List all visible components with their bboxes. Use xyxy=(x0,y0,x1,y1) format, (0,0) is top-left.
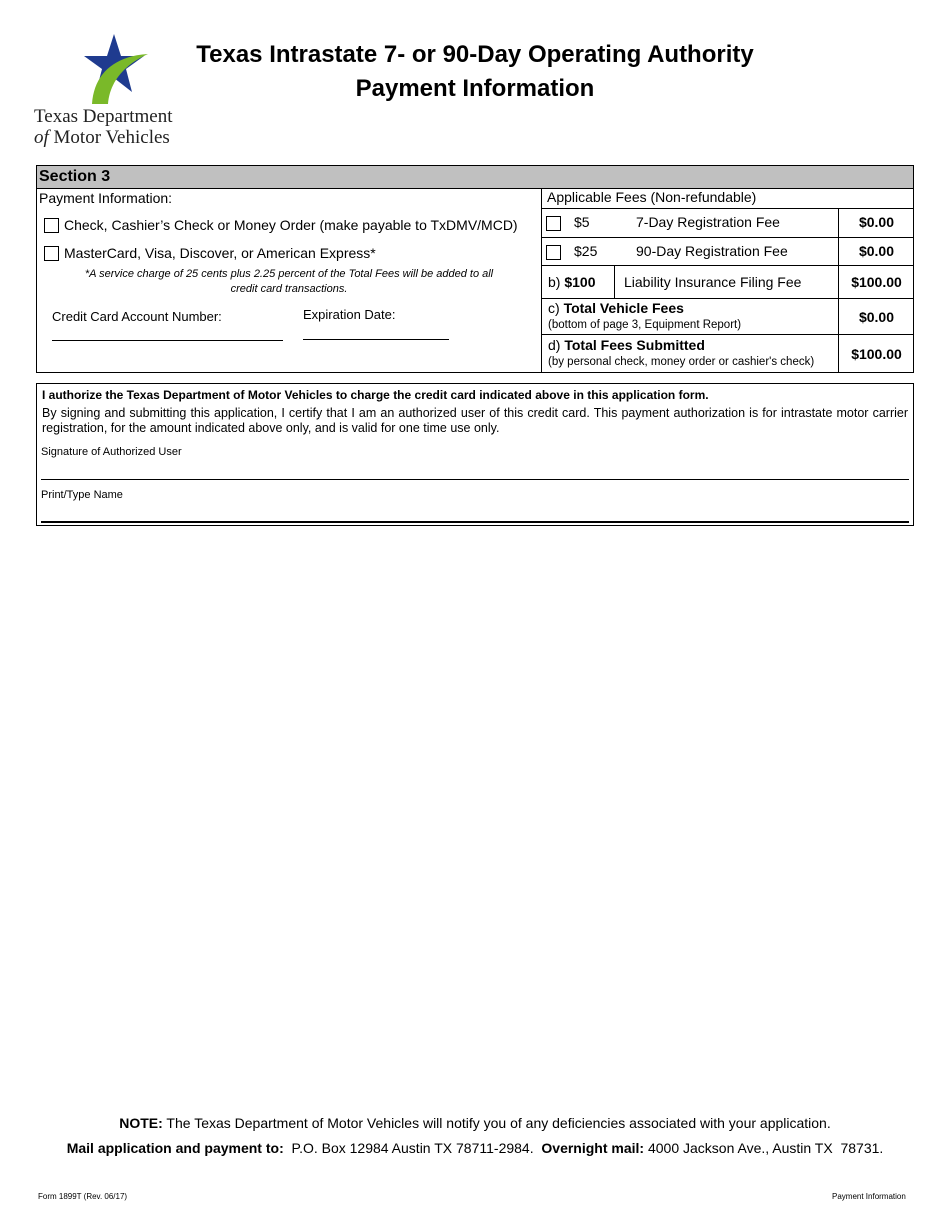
fee-90day-price: $25 xyxy=(574,243,598,259)
logo-text-line1: Texas Department xyxy=(34,106,173,127)
check-option-label: Check, Cashier’s Check or Money Order (make payable to TxDMV/MCD) xyxy=(64,217,518,233)
form-number: Form 1899T (Rev. 06/17) xyxy=(38,1192,128,1201)
signature-field[interactable] xyxy=(41,479,909,480)
fee-liability-amount: $100.00 xyxy=(851,274,902,290)
fee-7day-price: $5 xyxy=(574,214,590,230)
total-fees-submitted-sub: (by personal check, money order or cashier's check) xyxy=(548,356,815,368)
footer-mail: Mail application and payment to: P.O. Box 12984 Austin TX 78711-2984. Overnight mail: 4000 Jackson Ave., Austin TX 78731. xyxy=(66,1140,884,1156)
star-logo-icon xyxy=(74,34,154,106)
total-fees-submitted-row xyxy=(542,335,914,372)
page-label: Payment Information xyxy=(832,1192,906,1201)
fee-90day-row xyxy=(542,238,914,266)
payment-information-column xyxy=(37,189,541,372)
fees-column xyxy=(541,189,914,372)
print-name-label: Print/Type Name xyxy=(41,489,123,501)
authorization-box xyxy=(36,383,914,526)
fees-header: Applicable Fees (Non-refundable) xyxy=(547,189,757,205)
fee-90day-checkbox[interactable] xyxy=(546,245,561,260)
cc-number-field[interactable] xyxy=(52,340,283,341)
total-fees-submitted-title: d) Total Fees Submitted xyxy=(548,337,705,353)
fee-divider xyxy=(614,266,615,298)
total-vehicle-fees-amount: $0.00 xyxy=(858,309,895,325)
total-fees-submitted-amount: $100.00 xyxy=(851,346,902,362)
service-charge-note: *A service charge of 25 cents plus 2.25 percent of the Total Fees will be added to all credit card transactions. xyxy=(84,268,494,295)
fee-liability-label: Liability Insurance Filing Fee xyxy=(624,274,802,290)
authorization-statement: I authorize the Texas Department of Motor Vehicles to charge the credit card indicated above in this application form. xyxy=(42,388,709,402)
fees-header-row xyxy=(542,189,914,209)
fee-90day-amount: $0.00 xyxy=(858,243,895,259)
check-option-checkbox[interactable] xyxy=(44,218,59,233)
total-vehicle-fees-sub: (bottom of page 3, Equipment Report) xyxy=(548,319,742,331)
signature-label: Signature of Authorized User xyxy=(41,446,182,458)
total-vehicle-fees-title: c) Total Vehicle Fees xyxy=(548,300,684,316)
payment-information-label: Payment Information: xyxy=(39,190,173,206)
print-name-field[interactable] xyxy=(41,521,909,523)
fee-7day-label: 7-Day Registration Fee xyxy=(636,214,780,230)
section-title: Section 3 xyxy=(37,166,913,189)
total-vehicle-fees-row xyxy=(542,299,914,335)
fee-liability-price: b) $100 xyxy=(548,274,596,290)
fee-90day-label: 90-Day Registration Fee xyxy=(636,243,788,259)
page-title: Texas Intrastate 7- or 90-Day Operating Authority Payment Information xyxy=(196,41,754,102)
fee-7day-row xyxy=(542,209,914,238)
fee-7day-checkbox[interactable] xyxy=(546,216,561,231)
expiration-label: Expiration Date: xyxy=(303,307,396,322)
section-3-box xyxy=(36,165,914,373)
card-option-label: MasterCard, Visa, Discover, or American Express* xyxy=(64,245,376,261)
card-option-checkbox[interactable] xyxy=(44,246,59,261)
authorization-text: By signing and submitting this application, I certify that I am an authorized user of this credit card. This payment authorization is for intrastate motor carrier registration, for the amount indicated above only, and is valid for one time use only. xyxy=(42,406,908,435)
fee-7day-amount: $0.00 xyxy=(858,214,895,230)
footer-note: NOTE: The Texas Department of Motor Vehicles will notify you of any deficiencies associated with your application. xyxy=(119,1115,831,1131)
logo-text-line2: of Motor Vehicles xyxy=(34,127,170,148)
fee-liability-row xyxy=(542,266,914,299)
cc-number-label: Credit Card Account Number: xyxy=(52,309,222,324)
expiration-field[interactable] xyxy=(303,339,449,340)
